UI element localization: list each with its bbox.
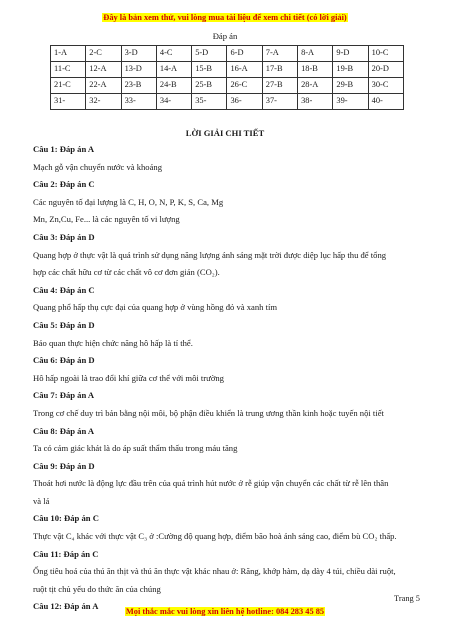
- answer-cell: 24-B: [156, 78, 191, 94]
- answer-cell: 36-: [227, 94, 262, 110]
- solution-text: Thoát hơi nước là động lực đầu trên của quá trình hút nước ở rễ giúp vận chuyển các chất từ rễ lên thân: [33, 478, 389, 489]
- solution-text: Trong cơ chế duy trì bản bằng nội môi, bộ phận điều khiển là trung ương thần kinh hoặc tuyến nội tiết: [33, 407, 384, 418]
- answer-cell: 19-B: [333, 62, 368, 78]
- solution-heading: Câu 8: Đáp án A: [33, 425, 95, 436]
- answer-row: [51, 94, 404, 110]
- answer-cell: 37-: [262, 94, 297, 110]
- answer-cell: 8-A: [298, 46, 333, 62]
- solution-item: [33, 141, 418, 176]
- answer-key-caption: Đáp án: [212, 31, 238, 41]
- solution-item: [33, 546, 418, 599]
- answer-cell: 2-C: [86, 46, 121, 62]
- answer-cell: 38-: [298, 94, 333, 110]
- solution-heading: Câu 11: Đáp án C: [33, 548, 99, 559]
- answer-cell: 7-A: [262, 46, 297, 62]
- solution-text: Ống tiêu hoá của thú ăn thịt và thú ăn thực vật khác nhau ở: Răng, khớp hàm, dạ dày 4 túi, chiều dài ruột,: [33, 566, 396, 577]
- answer-cell: 16-A: [227, 62, 262, 78]
- answer-key-table: [50, 45, 404, 110]
- solution-heading: Câu 7: Đáp án A: [33, 390, 95, 401]
- solution-heading: Câu 5: Đáp án D: [33, 319, 95, 330]
- answer-cell: 25-B: [192, 78, 227, 94]
- solution-text: Ta có cảm giác khát là do áp suất thẩm thấu trong máu tăng: [33, 443, 238, 454]
- answer-cell: 20-D: [368, 62, 403, 78]
- solution-heading: Câu 3: Đáp án D: [33, 231, 95, 242]
- solution-heading: Câu 6: Đáp án D: [33, 355, 95, 366]
- answer-cell: 9-D: [333, 46, 368, 62]
- solution-heading: Câu 10: Đáp án C: [33, 513, 99, 524]
- answer-row: [51, 46, 404, 62]
- solution-text: ruột tịt chủ yếu do thức ăn của chúng: [33, 583, 161, 594]
- answer-cell: 23-B: [121, 78, 156, 94]
- answer-cell: 11-C: [51, 62, 86, 78]
- solution-text: Quang phổ hấp thụ cực đại của quang hợp ở vùng hồng đỏ và xanh tím: [33, 302, 278, 313]
- answer-cell: 18-B: [298, 62, 333, 78]
- answer-cell: 28-A: [298, 78, 333, 94]
- solution-item: [33, 387, 418, 422]
- answer-cell: 21-C: [51, 78, 86, 94]
- solution-heading: Câu 12: Đáp án A: [33, 601, 99, 612]
- preview-notice-banner: [0, 13, 450, 24]
- solution-item: [33, 176, 418, 229]
- solution-item: [33, 510, 418, 545]
- solution-item: [33, 229, 418, 282]
- hotline-banner: [0, 607, 450, 618]
- solution-heading: Câu 2: Đáp án C: [33, 179, 95, 190]
- answer-cell: 1-A: [51, 46, 86, 62]
- answer-cell: 5-D: [192, 46, 227, 62]
- solution-text: Thực vật C₄ khác với thực vật C₃ ở :Cường độ quang hợp, điểm bão hoà ánh sáng cao, điểm bù CO₂ thấp.: [33, 531, 397, 542]
- solution-text: và lá: [33, 495, 50, 506]
- solution-item: [33, 317, 418, 352]
- page-number: Trang 5: [394, 594, 420, 603]
- answer-cell: 31-: [51, 94, 86, 110]
- solution-item: [33, 352, 418, 387]
- hotline-text: Mọi thắc mắc vui lòng xin liên hệ hotline: 084 283 45 85: [125, 607, 325, 616]
- solution-text: Quang hợp ở thực vật là quá trình sử dụng năng lượng ánh sáng mặt trời được diệp lục hấp thu để tổng: [33, 249, 387, 260]
- answer-cell: 13-D: [121, 62, 156, 78]
- solution-text: Hô hấp ngoài là trao đổi khí giữa cơ thể với môi trường: [33, 372, 224, 383]
- solution-item: [33, 458, 418, 511]
- solution-heading: Câu 4: Đáp án C: [33, 284, 95, 295]
- answer-cell: 12-A: [86, 62, 121, 78]
- answer-cell: 40-: [368, 94, 403, 110]
- answer-cell: 17-B: [262, 62, 297, 78]
- answer-cell: 33-: [121, 94, 156, 110]
- answer-cell: 30-C: [368, 78, 403, 94]
- solution-text: Các nguyên tố đại lượng là C, H, O, N, P, K, S, Ca, Mg: [33, 196, 224, 207]
- answer-cell: 3-D: [121, 46, 156, 62]
- solution-text: Mạch gỗ vận chuyển nước và khoáng: [33, 161, 162, 172]
- answer-cell: 10-C: [368, 46, 403, 62]
- answer-cell: 26-C: [227, 78, 262, 94]
- answer-cell: 6-D: [227, 46, 262, 62]
- preview-notice-text: Đây là bản xem thử, vui lòng mua tài liệu để xem chi tiết (có lời giải): [103, 13, 347, 22]
- answer-cell: 4-C: [156, 46, 191, 62]
- answer-cell: 27-B: [262, 78, 297, 94]
- answer-cell: 32-: [86, 94, 121, 110]
- answer-cell: 29-B: [333, 78, 368, 94]
- answer-cell: 34-: [156, 94, 191, 110]
- answer-cell: 35-: [192, 94, 227, 110]
- solution-heading: Câu 1: Đáp án A: [33, 144, 95, 154]
- answer-row: [51, 78, 404, 94]
- solution-item: [33, 282, 418, 317]
- answer-cell: 39-: [333, 94, 368, 110]
- solution-text: Mn, Zn,Cu, Fe... là các nguyên tố vi lượng: [33, 214, 180, 225]
- solution-title: LỜI GIẢI CHI TIẾT: [185, 128, 265, 138]
- answer-cell: 22-A: [86, 78, 121, 94]
- answer-row: [51, 62, 404, 78]
- answer-cell: 15-B: [192, 62, 227, 78]
- solution-text: hợp các chất hữu cơ từ các chất vô cơ đơn giản (CO₂).: [33, 267, 220, 278]
- solution-item: [33, 423, 418, 458]
- solution-text: Bảo quan thực hiện chức năng hô hấp là tỉ thể.: [33, 337, 193, 348]
- answer-cell: 14-A: [156, 62, 191, 78]
- solution-heading: Câu 9: Đáp án D: [33, 460, 95, 471]
- solutions-list: [33, 141, 418, 616]
